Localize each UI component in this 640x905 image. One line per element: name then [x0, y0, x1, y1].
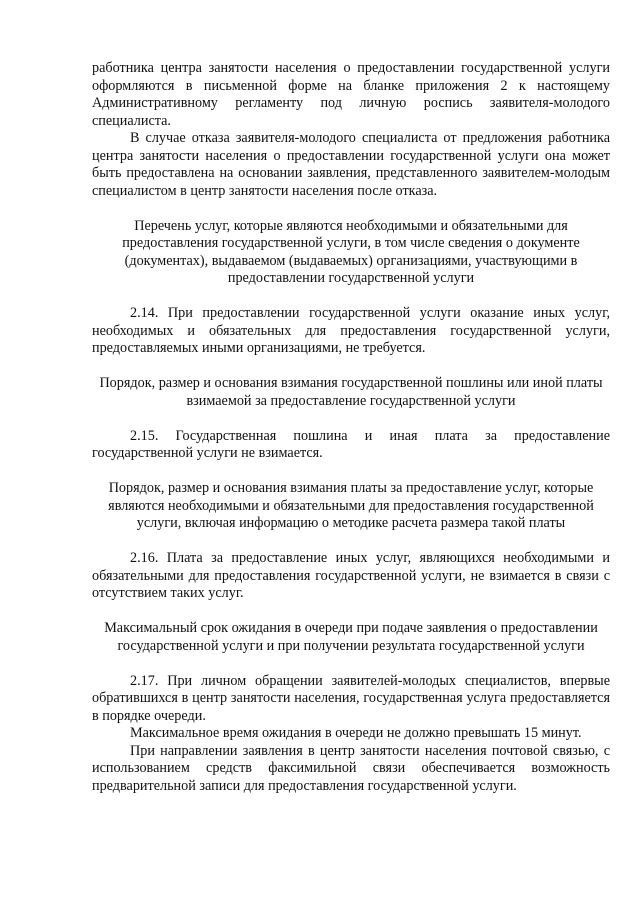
section-heading-state-fee: Порядок, размер и основания взимания государственной пошлины или иной платы взимаемой за предоставление государственной услуги	[99, 375, 603, 409]
paragraph-postal-application: При направлении заявления в центр занятости населения почтовой связью, с использованием средств факсимильной связи обеспечивается возможность предварительной записи для предоставления государственной услуги.	[92, 742, 610, 794]
paragraph-2-16: 2.16. Плата за предоставление иных услуг, являющихся необходимыми и обязательными для предоставления государственной услуги, не взимается в связи с отсутствием таких услуг.	[92, 550, 610, 601]
paragraph-2-15: 2.15. Государственная пошлина и иная плата за предоставление государственной услуги не взимается.	[92, 427, 610, 461]
section-heading-required-services: Перечень услуг, которые являются необходимыми и обязательными для предоставления государственной услуги, в том числе сведения о документе (документах), выдаваемом (выдаваемых) организациями, участвующими в предоставлении государственной услуги	[122, 217, 580, 286]
paragraph-2-17: 2.17. При личном обращении заявителей-молодых специалистов, впервые обратившихся в центр занятости населения, государственная услуга предоставляется в порядке очереди.	[92, 672, 610, 724]
document-page	[92, 60, 610, 795]
paragraph-continuation: работника центра занятости населения о предоставлении государственной услуги оформляются в письменной форме на бланке приложения 2 к настоящему Административному регламенту под личную роспись заявителя-молодого специалиста.	[92, 60, 610, 129]
section-heading-queue-time: Максимальный срок ожидания в очереди при подаче заявления о предоставлении государственной услуги и при получении результата государственной услуги	[104, 620, 598, 654]
section-heading-payment-order: Порядок, размер и основания взимания платы за предоставление услуг, которые являются необходимыми и обязательными для предоставления государственной услуги, включая информацию о методике расчета размера такой платы	[108, 480, 594, 531]
paragraph-refusal: В случае отказа заявителя-молодого специалиста от предложения работника центра занятости населения о предоставлении государственной услуги она может быть предоставлена на основании заявления, представленного заявителем-молодым специалистом в центр занятости населения после отказа.	[92, 130, 610, 199]
paragraph-max-wait: Максимальное время ожидания в очереди не должно превышать 15 минут.	[130, 725, 582, 741]
paragraph-2-14: 2.14. При предоставлении государственной услуги оказание иных услуг, необходимых и обязательных для предоставления государственной услуги, предоставляемых иными организациями, не требуется.	[92, 305, 610, 356]
